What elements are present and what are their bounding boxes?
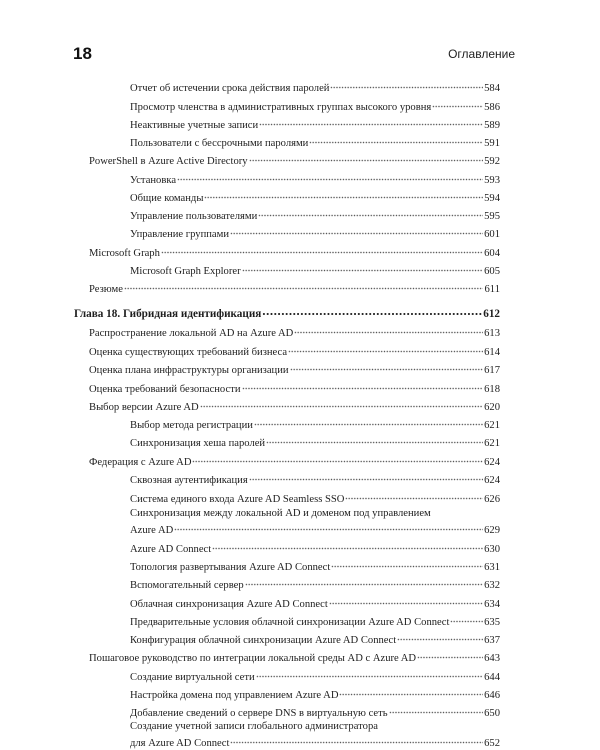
toc-entry-title: Федерация с Azure AD [89, 457, 192, 468]
dot-leader [258, 206, 483, 219]
toc-entry-title: Выбор метода регистрации [130, 420, 253, 431]
toc-entry [89, 323, 500, 339]
toc-entry-page: 604 [484, 248, 500, 259]
toc-entry [130, 703, 500, 719]
toc-entry [130, 206, 500, 222]
toc-entry [89, 648, 500, 664]
dot-leader [330, 78, 483, 91]
toc-entry [130, 415, 500, 431]
dot-leader [200, 397, 483, 410]
toc-entry-title: Пользователи с бессрочными паролями [130, 138, 309, 149]
toc-entry [130, 261, 500, 277]
toc-entry [89, 243, 500, 259]
toc-entry [130, 557, 500, 573]
toc-entry-page: 626 [484, 494, 500, 505]
dot-leader [254, 415, 483, 428]
dot-leader [432, 97, 483, 110]
toc-entry-title: PowerShell в Azure Active Directory [89, 156, 248, 167]
dot-leader [230, 733, 483, 746]
toc-entry-page: 631 [484, 562, 500, 573]
toc-entry-title: Microsoft Graph Explorer [130, 266, 241, 277]
toc-entry [130, 720, 500, 749]
dot-leader [329, 594, 483, 607]
toc-entry-title: Синхронизация хеша паролей [130, 438, 266, 449]
toc-entry-title: Сквозная аутентификация [130, 475, 248, 486]
toc-entry-title: Отчет об истечении срока действия паролей [130, 83, 330, 94]
toc-entry-page: 634 [484, 599, 500, 610]
toc-entry-title: Azure AD [130, 525, 174, 536]
toc-entry [89, 379, 500, 395]
toc-chapter-entry [74, 303, 500, 320]
toc-entry-page: 595 [484, 211, 500, 222]
toc-entry [130, 188, 500, 204]
toc-chapter-page: 612 [483, 308, 500, 320]
toc-entry [130, 133, 500, 149]
dot-leader [230, 224, 483, 237]
toc-entry-title: Создание виртуальной сети [130, 672, 255, 683]
toc-entry-title: Оценка существующих требований бизнеса [89, 347, 288, 358]
dot-leader [259, 115, 483, 128]
dot-leader [212, 539, 483, 552]
toc-entry-page: 586 [484, 102, 500, 113]
toc-entry [89, 151, 500, 167]
toc-entry-page: 637 [484, 635, 500, 646]
toc-entry-title-line1: Создание учетной записи глобального администратора [130, 721, 378, 732]
toc-entry-title: Просмотр членства в административных группах высокого уровня [130, 102, 432, 113]
toc-entry-page: 621 [484, 438, 500, 449]
toc-entry-title: для Azure AD Connect [130, 738, 230, 749]
toc-entry-page: 632 [484, 580, 500, 591]
toc-entry-title: Предварительные условия облачной синхронизации Azure AD Connect [130, 617, 450, 628]
toc-entry-page: 621 [484, 420, 500, 431]
toc-entry-title: Настройка домена под управлением Azure AD [130, 690, 339, 701]
dot-leader [124, 279, 483, 292]
toc-entry [130, 78, 500, 94]
dot-leader [245, 575, 483, 588]
toc-entry [130, 97, 500, 113]
toc-entry-title: Топология развертывания Azure AD Connect [130, 562, 331, 573]
page-number: 18 [73, 44, 92, 63]
dot-leader [192, 452, 483, 465]
toc-entry-page: 646 [484, 690, 500, 701]
dot-leader [204, 188, 483, 201]
dot-leader [242, 261, 483, 274]
toc-entry-title: Установка [130, 175, 177, 186]
dot-leader [331, 557, 483, 570]
toc-entry-page: 643 [484, 653, 500, 664]
toc-entry-page: 584 [484, 83, 500, 94]
toc-entry [130, 667, 500, 683]
toc-entry-title: Конфигурация облачной синхронизации Azure AD Connect [130, 635, 397, 646]
toc-entry [130, 170, 500, 186]
toc-entry-page: 652 [484, 738, 500, 749]
toc-entry-title-line1: Синхронизация между локальной AD и доменом под управлением [130, 508, 431, 519]
toc-entry-page: 650 [484, 708, 500, 719]
dot-leader [262, 303, 482, 317]
toc-entry-title: Резюме [89, 284, 123, 295]
toc-entry-title: Распространение локальной AD на Azure AD [89, 328, 294, 339]
dot-leader [290, 360, 483, 373]
toc-entry [130, 575, 500, 591]
toc-entry [130, 507, 500, 536]
toc-entry-page: 630 [484, 544, 500, 555]
toc-entry [89, 397, 500, 413]
toc-entry-title: Azure AD Connect [130, 544, 212, 555]
toc-entry-page: 624 [484, 475, 500, 486]
dot-leader [450, 612, 483, 625]
toc-entry [130, 685, 500, 701]
dot-leader [177, 170, 483, 183]
toc-entry-page: 635 [484, 617, 500, 628]
dot-leader [397, 630, 483, 643]
toc-entry-page: 592 [484, 156, 500, 167]
toc-entry [130, 115, 500, 131]
toc-entry-page: 617 [484, 365, 500, 376]
toc-entry-title: Microsoft Graph [89, 248, 160, 259]
dot-leader [294, 323, 483, 336]
dot-leader [345, 489, 483, 502]
dot-leader [249, 470, 483, 483]
toc-chapter-title: Глава 18. Гибридная идентификация [74, 308, 262, 320]
toc-entry-page: 601 [484, 229, 500, 240]
toc-entry [130, 433, 500, 449]
toc-entry-title: Пошаговое руководство по интеграции локальной среды AD с Azure AD [89, 653, 417, 664]
toc-entry [89, 452, 500, 468]
toc-entry-page: 624 [484, 457, 500, 468]
toc-entry-page: 594 [484, 193, 500, 204]
toc-entry-title: Оценка плана инфраструктуры организации [89, 365, 289, 376]
toc-entry [89, 342, 500, 358]
dot-leader [309, 133, 483, 146]
toc-entry-page: 629 [484, 525, 500, 536]
toc-entry-page: 620 [484, 402, 500, 413]
dot-leader [339, 685, 483, 698]
toc-entry [130, 489, 500, 505]
toc-entry [89, 279, 500, 295]
toc-entry [130, 470, 500, 486]
dot-leader [417, 648, 483, 661]
dot-leader [249, 151, 483, 164]
toc-entry [130, 594, 500, 610]
dot-leader [256, 667, 483, 680]
dot-leader [389, 703, 483, 716]
dot-leader [242, 379, 484, 392]
toc-entry-title: Неактивные учетные записи [130, 120, 259, 131]
dot-leader [288, 342, 483, 355]
toc-entry-page: 618 [484, 384, 500, 395]
toc-entry-page: 644 [484, 672, 500, 683]
dot-leader [174, 520, 483, 533]
toc-entry [130, 612, 500, 628]
running-title: Оглавление [448, 47, 515, 61]
toc-entry-page: 611 [484, 284, 500, 295]
toc-entry [130, 630, 500, 646]
toc-entry-title: Общие команды [130, 193, 204, 204]
toc-entry-title: Добавление сведений о сервере DNS в виртуальную сеть [130, 708, 388, 719]
toc-entry-page: 593 [484, 175, 500, 186]
toc-entry-title: Облачная синхронизация Azure AD Connect [130, 599, 328, 610]
toc-entry-title: Оценка требований безопасности [89, 384, 241, 395]
toc-entry-title: Управление группами [130, 229, 229, 240]
toc-entry-title: Управление пользователями [130, 211, 258, 222]
dot-leader [266, 433, 483, 446]
toc-entry-page: 605 [484, 266, 500, 277]
toc-entry-page: 613 [484, 328, 500, 339]
dot-leader [161, 243, 483, 256]
toc-entry [130, 539, 500, 555]
toc-entry-page: 589 [484, 120, 500, 131]
toc-entry-title: Система единого входа Azure AD Seamless SSO [130, 494, 345, 505]
toc-entry [130, 224, 500, 240]
toc-entry [89, 360, 500, 376]
toc-entry-page: 614 [484, 347, 500, 358]
toc-entry-title: Выбор версии Azure AD [89, 402, 199, 413]
toc-entry-title: Вспомогательный сервер [130, 580, 244, 591]
toc-entry-page: 591 [484, 138, 500, 149]
